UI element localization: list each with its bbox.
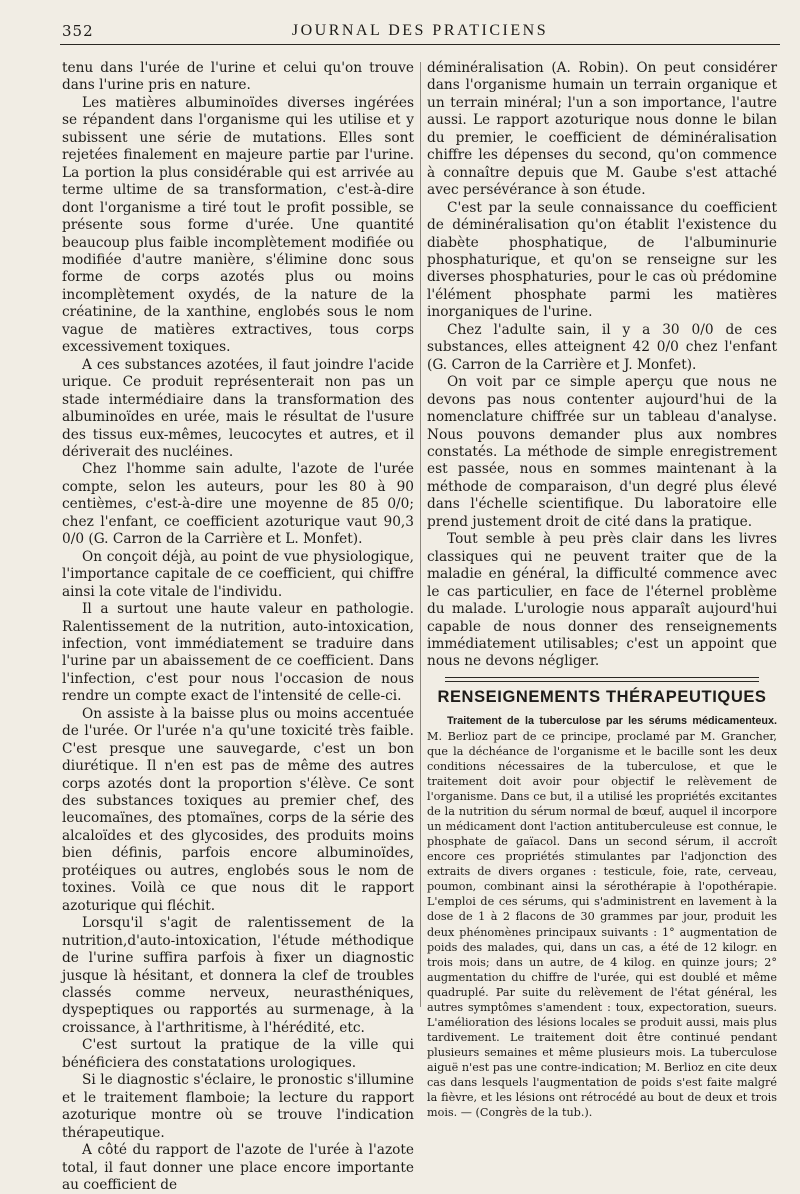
paragraph: C'est par la seule connaissance du coefficient de déminéralisation qu'on établit l'existence du diabète phosphatique, de l'albuminurie phosphaturique, et qu'on se renseigne sur les diverses phosphaturies, pour le cas où prédomine l'élément phosphate parmi les matières inorganiques de l'urine. — [427, 199, 777, 321]
paragraph: Tout semble à peu près clair dans les livres classiques qui ne peuvent traiter que de la maladie en général, la difficulté commence avec le cas particulier, en face de l'éternel problème du malade. L'urologie nous apparaît aujourd'hui capable de nous donner des renseignements immédiatement utilisables; c'est un appoint que nous ne devons négliger. — [427, 531, 777, 670]
paragraph: déminéralisation (A. Robin). On peut considérer dans l'organisme humain un terrain organique et un terrain minéral; l'un a son importance, l'autre aussi. Le rapport azoturique nous donne le bilan du premier, le coefficient de déminéralisation chiffre les dépenses du second, qu'on commence à connaître depuis que M. Gaube s'est attaché avec persévérance à son étude. — [427, 60, 777, 199]
page-header — [60, 22, 780, 44]
paragraph: On conçoit déjà, au point de vue physiologique, l'importance capitale de ce coefficient, qui chiffre ainsi la cote vitale de l'individu. — [62, 548, 414, 600]
article-title: Traitement de la tuberculose par les sérums médicamenteux. — [447, 714, 777, 727]
journal-title: JOURNAL DES PRATICIENS — [291, 22, 549, 39]
paragraph: A ces substances azotées, il faut joindre l'acide urique. Ce produit représenterait non pas un stade intermédiaire dans la transformation des albuminoïdes en urée, mais le résultat de l'usure des tissus eux-mêmes, leucocytes et autres, et il dériverait des nucléines. — [62, 356, 414, 460]
paragraph: Chez l'homme sain adulte, l'azote de l'urée compte, selon les auteurs, pour les 80 à 90 centièmes, c'est-à-dire une moyenne de 85 0/0; chez l'enfant, ce coefficient azoturique vaut 90,3 0/0 (G. Carron de la Carrière et L. Monfet). — [62, 461, 414, 548]
page-number: 352 — [62, 22, 94, 40]
paragraph: Lorsqu'il s'agit de ralentissement de la nutrition,d'auto-intoxication, l'étude méthodique de l'urine suffira parfois à fixer un diagnostic jusque là hésitant, et donnera la clef de troubles classés comme nerveux, neurasthéniques, dyspeptiques ou rapportés au surmenage, à la croissance, à l'arthritisme, à l'hérédité, etc. — [62, 915, 414, 1036]
paragraph: tenu dans l'urée de l'urine et celui qu'on trouve dans l'urine pris en nature. — [62, 60, 414, 94]
section-rule — [445, 677, 759, 682]
paragraph: Il a surtout une haute valeur en pathologie. Ralentissement de la nutrition, auto-intoxication, infection, vont immédiatement se traduire dans l'urine par un abaissement de ce coefficient. Dans l'infection, c'est pour nous l'occasion de nous rendre un compte exact de l'intensité de celle-ci. — [62, 601, 414, 705]
header-rule — [60, 44, 780, 45]
paragraph: Si le diagnostic s'éclaire, le pronostic s'illumine et le traitement flamboie; la lecture du rapport azoturique montre où se trouve l'indication thérapeutique. — [62, 1072, 414, 1141]
article-paragraph — [427, 713, 777, 1120]
section-heading: RENSEIGNEMENTS THÉRAPEUTIQUES — [437, 687, 767, 706]
right-column — [427, 60, 777, 1120]
article-body: M. Berlioz part de ce principe, proclamé par M. Grancher, que la déchéance de l'organisme et le bacille sont les deux conditions nécessaires de la tuberculose, et que le traitement doit avoir pour objectif le relèvement de l'organisme. Dans ce but, il a utilisé les propriétés excitantes de la nutrition du sérum normal de bœuf, auquel il incorpore un médicament dont l'action antituberculeuse est connue, le phosphate de gaïacol. Dans un second sérum, il accroît encore ces propriétés stimulantes par l'adjonction des extraits de divers organes : testicule, foie, rate, cerveau, poumon, combinant ainsi la sérothérapie à l'opothérapie. L'emploi de ces sérums, qui s'administrent en lavement à la dose de 1 à 2 flacons de 30 grammes par jour, produit les deux phénomènes principaux suivants : 1° augmentation de poids des malades, qui, dans un cas, a été de 12 kilogr. en trois mois; dans un autre, de 4 kilog. en quinze jours; 2° augmentation du chiffre de l'urée, qui est doublé et même quadruplé. Par suite du relèvement de l'état général, les autres symptômes s'amendent : toux, expectoration, sueurs. L'amélioration des lésions locales se produit aussi, mais plus tardivement. Le traitement doit être continué pendant plusieurs semaines et même plusieurs mois. La tuberculose aiguë n'est pas une contre-indication; M. Berlioz en cite deux cas dans lesquels l'augmentation de poids s'est faite malgré la fièvre, et les lésions ont rétrocédé au bout de deux et trois mois. — (Congrès de la tub.). — [427, 729, 777, 1120]
paragraph: On voit par ce simple aperçu que nous ne devons pas nous contenter aujourd'hui de la nomenclature chiffrée sur un tableau d'analyse. Nous pouvons demander plus aux nombres constatés. La méthode de simple enregistrement est passée, nous en sommes maintenant à la méthode de comparaison, d'un degré plus élevé dans l'échelle scientifique. Du laboratoire elle prend justement droit de cité dans la pratique. — [427, 374, 777, 530]
paragraph: Les matières albuminoïdes diverses ingérées se répandent dans l'organisme qui les utilise et y subissent une série de mutations. Elles sont rejetées finalement en majeure partie par l'urine. La portion la plus considérable qui est arrivée au terme ultime de sa transformation, c'est-à-dire dont l'organisme a tiré tout le profit possible, se présente sous forme d'urée. Une quantité beaucoup plus faible incomplètement modifiée ou modifiée d'autre manière, s'élimine donc sous forme de corps azotés plus ou moins incomplètement oxydés, de la nature de la créatinine, de la xanthine, englobés sous le nom vague de matières extractives, tous corps excessivement toxiques. — [62, 94, 414, 356]
paragraph: Chez l'adulte sain, il y a 30 0/0 de ces substances, elles atteignent 42 0/0 chez l'enfant (G. Carron de la Carrière et J. Monfet). — [427, 321, 777, 373]
left-column — [62, 60, 414, 1194]
column-divider — [420, 62, 421, 1007]
paragraph: C'est surtout la pratique de la ville qui bénéficiera des constatations urologiques. — [62, 1037, 414, 1071]
paragraph: A côté du rapport de l'azote de l'urée à l'azote total, il faut donner une place encore importante au coefficient de — [62, 1142, 414, 1193]
paragraph: On assiste à la baisse plus ou moins accentuée de l'urée. Or l'urée n'a qu'une toxicité très faible. C'est presque une sauvegarde, c'est un bon diurétique. Il n'en est pas de même des autres corps azotés dont la proportion s'élève. Ce sont des substances toxiques au premier chef, des leucomaïnes, des ptomaïnes, corps de la série des alcaloïdes et des glycosides, des produits moins bien définis, parfois encore albuminoïdes, protéiques ou autres, englobés sous le nom de toxines. Voilà ce que nous dit le rapport azoturique qui fléchit. — [62, 705, 414, 914]
